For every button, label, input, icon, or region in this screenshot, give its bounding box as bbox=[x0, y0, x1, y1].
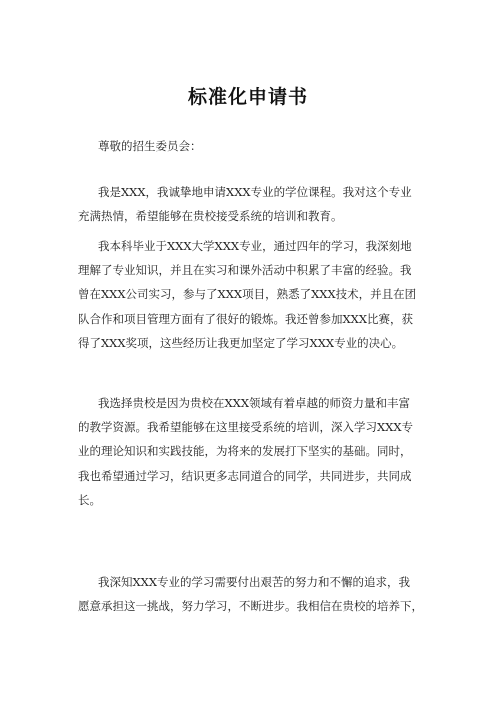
paragraph-line: 我深知XXX专业的学习需要付出艰苦的努力和不懈的追求，我 bbox=[98, 575, 411, 589]
document-title: 标准化申请书 bbox=[187, 86, 308, 108]
paragraph-line: 业的理论知识和实践技能，为将来的发展打下坚实的基础。同时， bbox=[78, 444, 412, 459]
paragraph-line: 我选择贵校是因为贵校在XXX领域有着卓越的师资力量和丰富 bbox=[98, 396, 411, 410]
paragraph-line: 我是XXX，我诚挚地申请XXX专业的学位课程。我对这个专业 bbox=[98, 185, 412, 199]
paragraph-1 bbox=[78, 180, 428, 228]
paragraph-line: 长。 bbox=[78, 492, 101, 507]
paragraph-4 bbox=[78, 570, 428, 618]
paragraph-line: 的教学资源。我希望能够在这里接受系统的培训，深入学习XXX专 bbox=[78, 420, 414, 435]
paragraph-line: 我也希望通过学习，结识更多志同道合的同学，共同进步，共同成 bbox=[78, 468, 412, 483]
paragraph-line: 队合作和项目管理方面有了很好的锻炼。我还曾参加XXX比赛，获 bbox=[78, 311, 414, 326]
paragraph-line: 曾在XXX公司实习，参与了XXX项目，熟悉了XXX技术，并且在团 bbox=[78, 287, 417, 302]
paragraph-line: 得了XXX奖项，这些经历让我更加坚定了学习XXX专业的决心。 bbox=[78, 335, 404, 350]
paragraph-line: 理解了专业知识，并且在实习和课外活动中积累了丰富的经验。我 bbox=[78, 263, 412, 278]
paragraph-line: 充满热情，希望能够在贵校接受系统的培训和教育。 bbox=[78, 209, 343, 224]
paragraph-2 bbox=[78, 234, 428, 355]
paragraph-3 bbox=[78, 391, 428, 512]
paragraph-line: 我本科毕业于XXX大学XXX专业，通过四年的学习，我深刻地 bbox=[98, 239, 412, 253]
paragraph-line: 愿意承担这一挑战，努力学习，不断进步。我相信在贵校的培养下， bbox=[78, 599, 423, 614]
greeting-line: 尊敬的招生委员会： bbox=[98, 139, 202, 153]
